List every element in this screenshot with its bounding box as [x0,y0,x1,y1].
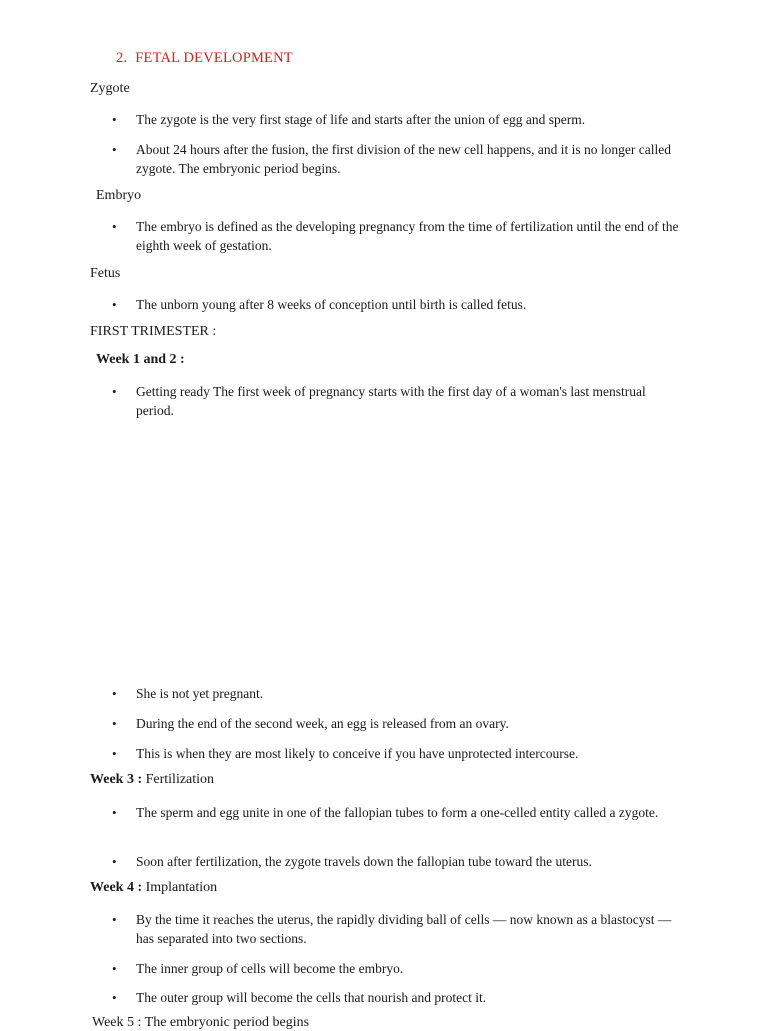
zygote-label: Zygote [90,81,130,96]
list-item-text: By the time it reaches the uterus, the rapidly dividing ball of cells — now known as a blastocyst — has separated into two sections. [136,912,672,946]
week-3-label-rest: Fertilization [142,772,215,787]
list-item [112,959,682,978]
list-item-text: The inner group of cells will become the embryo. [136,961,404,976]
bullet-icon: • [112,219,117,234]
bullet-icon: • [112,716,117,731]
list-item-text: She is not yet pregnant. [136,686,264,701]
list-item [112,714,682,733]
list-item-text: Getting ready The first week of pregnancy starts with the first day of a woman's last menstrual period. [136,384,646,418]
list-item-text: During the end of the second week, an egg is released from an ovary. [136,716,509,731]
list-item [112,295,682,314]
bullet-icon: • [112,990,117,1005]
list-item [112,217,682,255]
list-item [112,382,682,420]
bullet-icon: • [112,384,117,399]
list-item-text: The unborn young after 8 weeks of conception until birth is called fetus. [136,297,527,312]
list-item [112,140,682,178]
bullet-icon: • [112,746,117,761]
week-1-2-label-text: Week 1 and 2 : [96,352,185,367]
week-4-label-rest: Implantation [142,880,218,895]
list-item-text: The zygote is the very first stage of life and starts after the union of egg and sperm. [136,112,586,127]
list-item [112,803,682,822]
week-5-label-cut: Week 5 : The embryonic period begins [92,1015,310,1030]
embryo-label: Embryo [96,188,142,203]
list-item [112,744,682,763]
bullet-icon: • [112,961,117,976]
bullet-icon: • [112,686,117,701]
list-item [112,110,682,129]
list-item-text: This is when they are most likely to conceive if you have unprotected intercourse. [136,746,579,761]
bullet-icon: • [112,912,117,927]
week-4-label-bold: Week 4 : [90,880,143,895]
list-item [112,684,682,703]
section-heading [116,50,293,67]
first-trimester-label: FIRST TRIMESTER : [90,324,217,339]
week-3-label [90,772,214,788]
heading-title: FETAL DEVELOPMENT [135,50,293,66]
bullet-icon: • [112,854,117,869]
list-item-text: About 24 hours after the fusion, the first division of the new cell happens, and it is no longer called zygote. The embryonic period begins. [136,142,672,176]
bullet-icon: • [112,142,117,157]
list-item-text: The sperm and egg unite in one of the fallopian tubes to form a one-celled entity called a zygote. [136,805,659,820]
week-1-2-label [96,352,185,368]
week-4-label [90,880,217,896]
list-item-text: The outer group will become the cells that nourish and protect it. [136,990,487,1005]
list-item [112,988,682,1007]
list-item [112,852,682,871]
week-3-label-bold: Week 3 : [90,772,143,787]
bullet-icon: • [112,297,117,312]
bullet-icon: • [112,112,117,127]
fetus-label: Fetus [90,266,121,281]
list-item-text: The embryo is defined as the developing pregnancy from the time of fertilization until the end of the eighth week of gestation. [136,219,679,253]
heading-number: 2. [116,50,128,66]
list-item [112,910,682,948]
list-item-text: Soon after fertilization, the zygote travels down the fallopian tube toward the uterus. [136,854,592,869]
bullet-icon: • [112,805,117,820]
